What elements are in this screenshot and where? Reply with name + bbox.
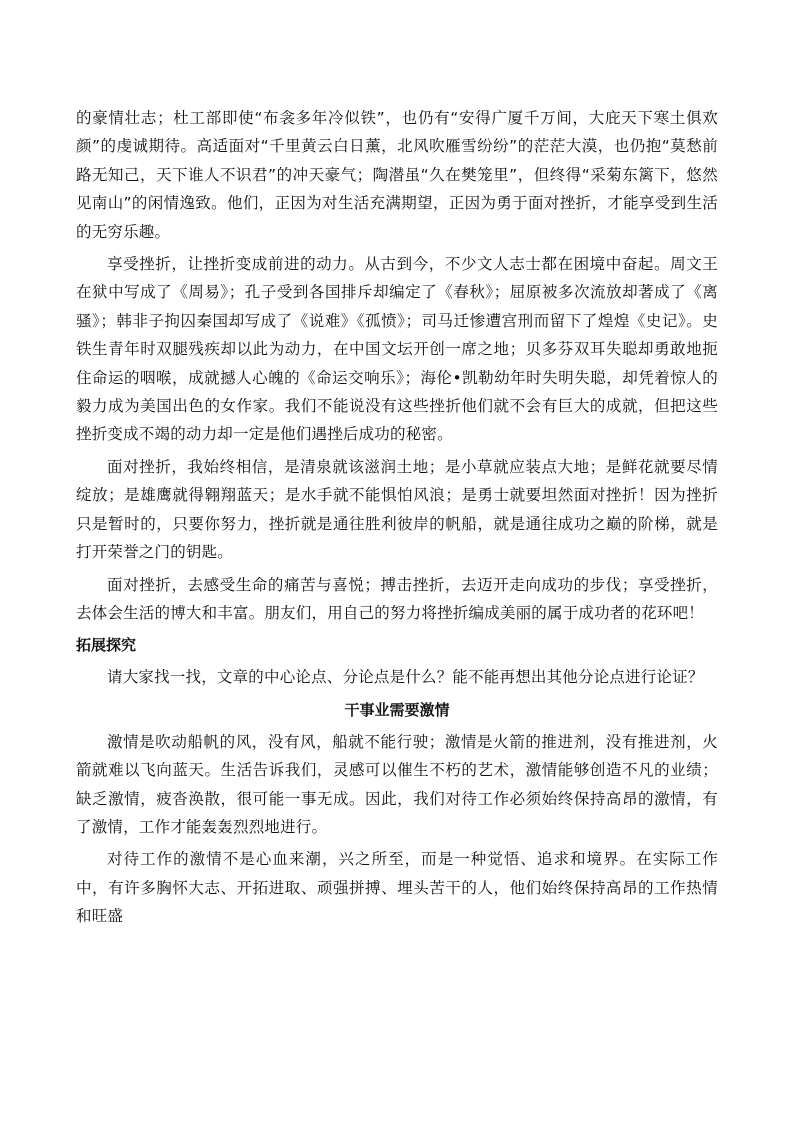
document-page — [76, 104, 718, 935]
essay-paragraph-1: 激情是吹动船帆的风，没有风，船就不能行驶；激情是火箭的推进剂，没有推进剂，火箭就难以飞向蓝天。生活告诉我们，灵感可以催生不朽的艺术，激情能够创造不凡的业绩；缺乏激情，疲沓涣散，很可能一事无成。因此，我们对待工作必须始终保持高昂的激情，有了激情，工作才能轰轰烈烈地进行。 — [76, 732, 718, 836]
question-text: 请大家找一找，文章的中心论点、分论点是什么？能不能再想出其他分论点进行论证？ — [107, 668, 704, 687]
body-paragraph-3: 面对挫折，我始终相信，是清泉就该滋润土地；是小草就应装点大地；是鲜花就要尽情绽放；是雄鹰就得翱翔蓝天；是水手就不能惧怕风浪；是勇士就要坦然面对挫折！因为挫折只是暂时的，只要你努力，挫折就是通往胜利彼岸的帆船，就是通往成功之巅的阶梯，就是打开荣誉之门的钥匙。 — [76, 457, 718, 562]
section-heading: 拓展探究 — [76, 636, 137, 655]
body-paragraph-1: 的豪情壮志；杜工部即使“布衾多年冷似铁”，也仍有“安得广厦千万间，大庇天下寒土俱欢颜”的虔诚期待。高适面对“千里黄云白日薰，北风吹雁雪纷纷”的茫茫大漠，也仍抱“莫愁前路无知己，天下谁人不识君”的冲天豪气；陶潜虽“久在樊笼里”，但终得“采菊东篱下，悠然见南山”的闲情逸致。他们，正因为对生活充满期望，正因为勇于面对挫折，才能享受到生活的无穷乐趣。 — [76, 109, 718, 241]
essay-paragraph-2: 对待工作的激情不是心血来潮，兴之所至，而是一种觉悟、追求和境界。在实际工作中，有许多胸怀大志、开拓进取、顽强拼搏、埋头苦干的人，他们始终保持高昂的工作热情和旺盛 — [76, 850, 718, 926]
essay-title: 干事业需要激情 — [344, 700, 450, 719]
body-paragraph-4: 面对挫折，去感受生命的痛苦与喜悦；搏击挫折，去迈开走向成功的步伐；享受挫折，去体会生活的博大和丰富。朋友们，用自己的努力将挫折编成美丽的属于成功者的花环吧！ — [76, 575, 718, 622]
body-paragraph-2: 享受挫折，让挫折变成前进的动力。从古到今，不少文人志士都在困境中奋起。周文王在狱中写成了《周易》；孔子受到各国排斥却编定了《春秋》；屈原被多次流放却著成了《离骚》；韩非子拘囚秦国却写成了《说难》《孤愤》；司马迁惨遭宫刑而留下了煌煌《史记》。史铁生青年时双腿残疾却以此为动力，在中国文坛开创一席之地；贝多芬双耳失聪却勇敢地扼住命运的咽喉，成就撼人心魄的《命运交响乐》；海伦•凯勒幼年时失明失聪，却凭着惊人的毅力成为美国出色的女作家。我们不能说没有这些挫折他们就不会有巨大的成就，但把这些挫折变成不竭的动力却一定是他们遇挫后成功的秘密。 — [76, 255, 718, 444]
